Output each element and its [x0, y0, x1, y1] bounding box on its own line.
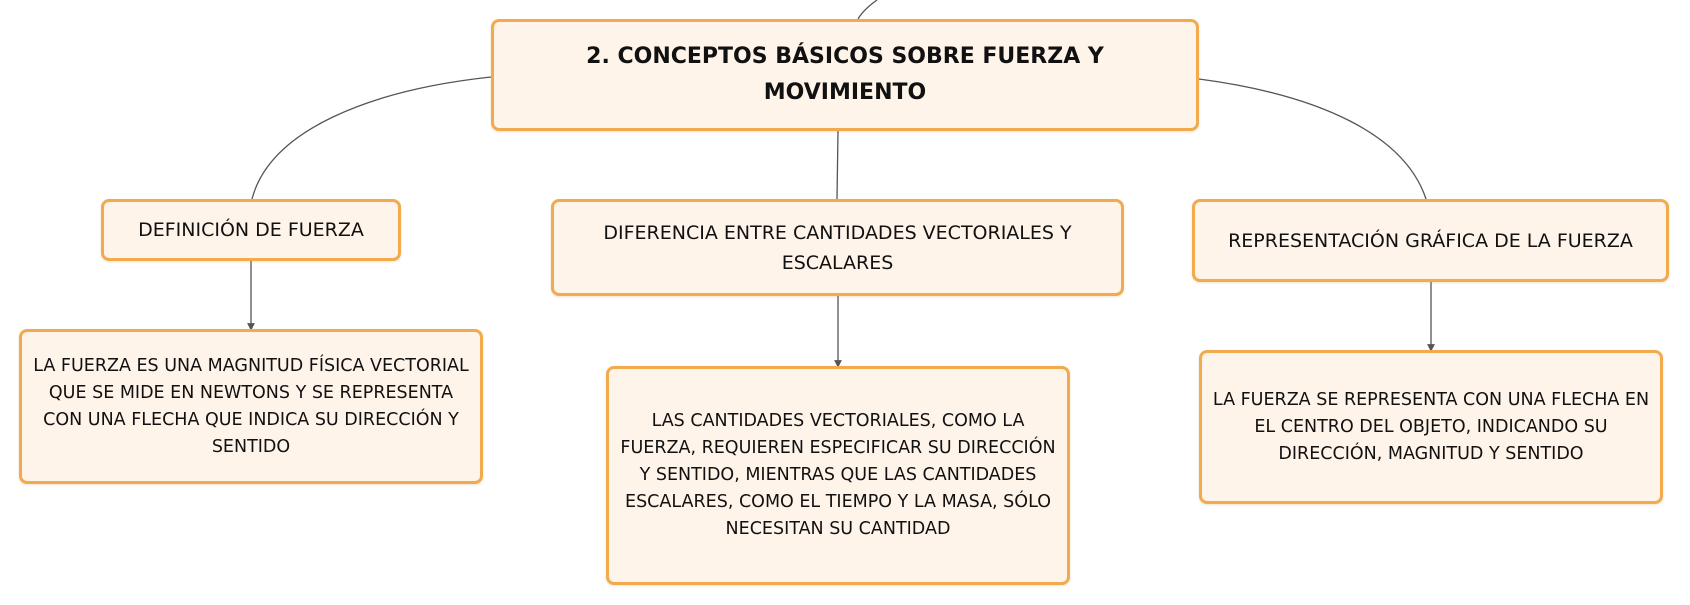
subtopic-diferencia-cantidades[interactable]: [551, 199, 1124, 296]
detail-diferencia-cantidades[interactable]: [606, 366, 1070, 585]
root-topic-node[interactable]: [491, 19, 1199, 131]
connector-root-to-definicion: [252, 77, 491, 199]
subtopic-representacion-grafica[interactable]: [1192, 199, 1669, 282]
connector-root-to-representacion: [1199, 79, 1426, 199]
detail-representacion-grafica[interactable]: [1199, 350, 1663, 504]
connector-root-to-diferencia: [837, 131, 838, 199]
detail-text: LAS CANTIDADES VECTORIALES, COMO LA FUERZA, REQUIEREN ESPECIFICAR SU DIRECCIÓN Y SENTIDO, MIENTRAS QUE LAS CANTIDADES ESCALARES, COMO EL TIEMPO Y LA MASA, SÓLO NECESITAN SU CANTIDAD: [620, 411, 1056, 539]
connector-parent: [858, 0, 877, 19]
detail-text: LA FUERZA SE REPRESENTA CON UNA FLECHA EN EL CENTRO DEL OBJETO, INDICANDO SU DIRECCIÓN, MAGNITUD Y SENTIDO: [1212, 389, 1650, 464]
subtopic-label: DIFERENCIA ENTRE CANTIDADES VECTORIALES Y ESCALARES: [603, 221, 1072, 274]
subtopic-label: REPRESENTACIÓN GRÁFICA DE LA FUERZA: [1228, 229, 1633, 252]
detail-text: LA FUERZA ES UNA MAGNITUD FÍSICA VECTORIAL QUE SE MIDE EN NEWTONS Y SE REPRESENTA CON UNA FLECHA QUE INDICA SU DIRECCIÓN Y SENTIDO: [33, 355, 469, 457]
root-topic-label: 2. CONCEPTOS BÁSICOS SOBRE FUERZA Y MOVIMIENTO: [586, 44, 1104, 105]
detail-definicion-de-fuerza[interactable]: [19, 329, 483, 484]
subtopic-label: DEFINICIÓN DE FUERZA: [138, 219, 364, 241]
subtopic-definicion-de-fuerza[interactable]: [101, 199, 401, 261]
